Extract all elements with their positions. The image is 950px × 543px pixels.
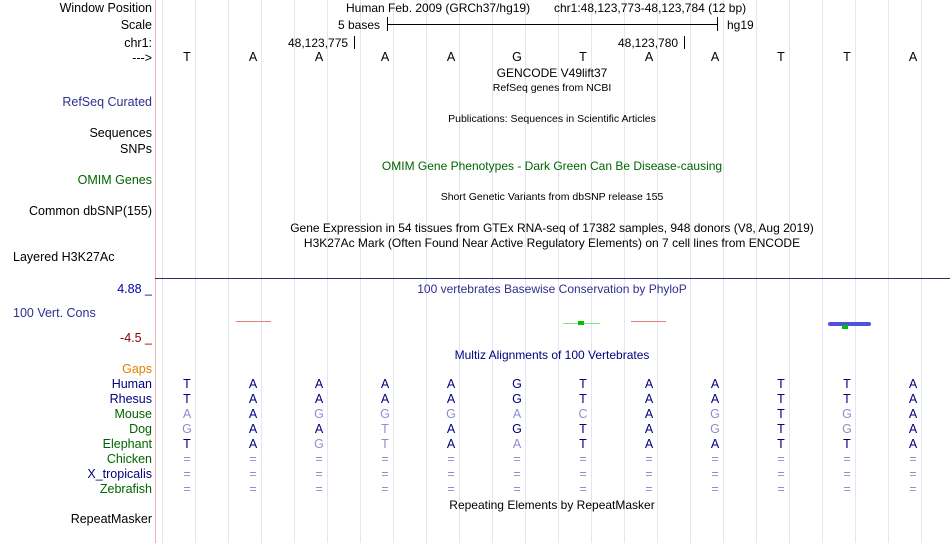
- grid-line: [162, 0, 163, 543]
- reference-base: T: [183, 50, 191, 64]
- alignment-base: T: [777, 422, 785, 436]
- refseq-track-label[interactable]: RefSeq Curated: [62, 95, 152, 109]
- alignment-base: =: [183, 467, 191, 481]
- alignment-base: A: [446, 392, 456, 406]
- alignment-base: G: [380, 407, 390, 421]
- alignment-base: =: [513, 482, 521, 496]
- alignment-base: =: [711, 452, 719, 466]
- alignment-base: =: [777, 452, 785, 466]
- grid-line: [888, 0, 889, 543]
- alignment-base: A: [248, 437, 258, 451]
- grid-line: [426, 0, 427, 543]
- alignment-base: =: [447, 452, 455, 466]
- repeatmasker-track-title[interactable]: Repeating Elements by RepeatMasker: [449, 498, 655, 512]
- alignment-base: T: [579, 437, 587, 451]
- alignment-base: T: [777, 437, 785, 451]
- assembly-title: Human Feb. 2009 (GRCh37/hg19): [346, 1, 531, 15]
- alignment-base: A: [248, 377, 258, 391]
- alignment-base: T: [381, 422, 389, 436]
- alignment-base: =: [447, 482, 455, 496]
- alignment-base: =: [777, 467, 785, 481]
- alignment-base: A: [908, 377, 918, 391]
- grid-line: [624, 0, 625, 543]
- alignment-base: A: [644, 407, 654, 421]
- alignment-base: A: [644, 437, 654, 451]
- alignment-base: =: [315, 452, 323, 466]
- scale-db: hg19: [727, 18, 754, 32]
- alignment-base: =: [381, 452, 389, 466]
- alignment-base: =: [645, 452, 653, 466]
- alignment-base: T: [579, 392, 587, 406]
- strand-label[interactable]: --->: [132, 51, 152, 65]
- species-label: X_tropicalis: [87, 467, 152, 481]
- coord-label-1: 48,123,775: [288, 36, 349, 50]
- species-label: Mouse: [114, 407, 152, 421]
- alignment-base: A: [314, 422, 324, 436]
- alignment-base: T: [843, 377, 851, 391]
- reference-base: A: [908, 50, 918, 64]
- alignment-base: G: [446, 407, 456, 421]
- alignment-base: =: [645, 482, 653, 496]
- alignment-base: G: [710, 407, 720, 421]
- alignment-base: =: [513, 452, 521, 466]
- refseq-track-title[interactable]: RefSeq genes from NCBI: [492, 82, 612, 94]
- alignment-base: G: [314, 407, 324, 421]
- alignment-base: =: [579, 467, 587, 481]
- alignment-base: =: [579, 482, 587, 496]
- h3k27ac-baseline: [155, 278, 950, 279]
- gaps-label[interactable]: Gaps: [122, 362, 152, 376]
- scale-label: Scale: [120, 18, 152, 32]
- alignment-base: G: [842, 407, 852, 421]
- alignment-base: =: [843, 452, 851, 466]
- reference-base: T: [777, 50, 785, 64]
- alignment-base: T: [381, 437, 389, 451]
- grid-line: [294, 0, 295, 543]
- cons-track-label[interactable]: 100 Vert. Cons: [13, 306, 96, 320]
- alignment-base: T: [183, 437, 191, 451]
- alignment-base: G: [512, 422, 522, 436]
- alignment-base: T: [579, 377, 587, 391]
- alignment-base: =: [843, 467, 851, 481]
- reference-base: A: [710, 50, 720, 64]
- alignment-base: =: [183, 482, 191, 496]
- alignment-base: =: [909, 482, 917, 496]
- alignment-base: T: [843, 437, 851, 451]
- grid-line: [756, 0, 757, 543]
- alignment-base: =: [711, 467, 719, 481]
- alignment-base: A: [380, 392, 390, 406]
- alignment-base: =: [909, 452, 917, 466]
- reference-base: A: [314, 50, 324, 64]
- cons-min-value: -4.5 _: [120, 331, 152, 345]
- grid-line: [228, 0, 229, 543]
- position-readout: chr1:48,123,773-48,123,784 (12 bp): [554, 1, 747, 15]
- gtex-track-title[interactable]: Gene Expression in 54 tissues from GTEx RNA-seq of 17382 samples, 948 donors (V8, Aug 2019): [290, 221, 814, 235]
- snps-group-label: SNPs: [120, 142, 152, 156]
- alignment-base: C: [578, 407, 588, 421]
- alignment-base: =: [315, 467, 323, 481]
- dbsnp-track-title[interactable]: Short Genetic Variants from dbSNP release 155: [440, 191, 664, 203]
- repeatmasker-track-label[interactable]: RepeatMasker: [70, 512, 152, 526]
- grid-line: [690, 0, 691, 543]
- alignment-base: =: [381, 467, 389, 481]
- grid-line: [360, 0, 361, 543]
- omim-track-label[interactable]: OMIM Genes: [77, 173, 152, 187]
- alignment-base: A: [908, 407, 918, 421]
- alignment-base: A: [248, 392, 258, 406]
- species-label: Dog: [129, 422, 152, 436]
- alignment-base: =: [249, 452, 257, 466]
- reference-base: T: [579, 50, 587, 64]
- window-position-label: Window Position: [59, 1, 152, 15]
- multiz-track-title[interactable]: Multiz Alignments of 100 Vertebrates: [454, 348, 650, 362]
- alignment-base: A: [248, 422, 258, 436]
- alignment-base: =: [315, 482, 323, 496]
- phylop-track-title[interactable]: 100 vertebrates Basewise Conservation by PhyloP: [417, 282, 687, 296]
- alignment-base: A: [908, 437, 918, 451]
- alignment-base: =: [183, 452, 191, 466]
- reference-base: T: [843, 50, 851, 64]
- species-label: Human: [111, 377, 152, 391]
- reference-base: G: [512, 50, 522, 64]
- alignment-base: A: [644, 377, 654, 391]
- alignment-base: A: [512, 437, 522, 451]
- alignment-base: A: [446, 422, 456, 436]
- alignment-base: A: [248, 407, 258, 421]
- species-label: Elephant: [102, 437, 152, 451]
- alignment-base: A: [380, 377, 390, 391]
- alignment-base: =: [249, 482, 257, 496]
- alignment-base: A: [182, 407, 192, 421]
- coord-tick-2: [684, 36, 685, 49]
- species-label: Zebrafish: [99, 482, 152, 496]
- alignment-base: =: [711, 482, 719, 496]
- alignment-base: T: [183, 392, 191, 406]
- alignment-base: =: [513, 467, 521, 481]
- alignment-base: =: [381, 482, 389, 496]
- alignment-base: T: [579, 422, 587, 436]
- alignment-base: A: [644, 392, 654, 406]
- grid-line: [822, 0, 823, 543]
- alignment-base: T: [777, 377, 785, 391]
- reference-base: A: [446, 50, 456, 64]
- alignment-base: G: [710, 422, 720, 436]
- alignment-base: T: [843, 392, 851, 406]
- reference-base: A: [644, 50, 654, 64]
- alignment-base: A: [446, 437, 456, 451]
- publications-track-title[interactable]: Publications: Sequences in Scientific Articles: [448, 113, 656, 125]
- alignment-base: =: [909, 467, 917, 481]
- omim-track-title[interactable]: OMIM Gene Phenotypes - Dark Green Can Be Disease-causing: [381, 159, 723, 173]
- chrom-label: chr1:: [124, 36, 152, 50]
- alignment-base: =: [249, 467, 257, 481]
- alignment-base: T: [777, 392, 785, 406]
- alignment-base: =: [777, 482, 785, 496]
- alignment-base: A: [314, 392, 324, 406]
- dbsnp-track-label[interactable]: Common dbSNP(155): [29, 204, 152, 218]
- h3k27ac-track-label[interactable]: Layered H3K27Ac: [13, 250, 115, 264]
- coord-tick-1: [354, 36, 355, 49]
- alignment-base: A: [908, 422, 918, 436]
- coord-label-2: 48,123,780: [618, 36, 679, 50]
- alignment-base: A: [314, 377, 324, 391]
- alignment-base: G: [512, 392, 522, 406]
- alignment-base: A: [644, 422, 654, 436]
- alignment-base: =: [579, 452, 587, 466]
- alignment-base: =: [645, 467, 653, 481]
- label-divider: [155, 0, 156, 543]
- species-label: Rhesus: [109, 392, 152, 406]
- alignment-base: A: [710, 392, 720, 406]
- alignment-base: G: [512, 377, 522, 391]
- alignment-base: A: [908, 392, 918, 406]
- h3k27ac-track-title[interactable]: H3K27Ac Mark (Often Found Near Active Regulatory Elements) on 7 cell lines from ENCODE: [303, 236, 801, 250]
- alignment-base: G: [182, 422, 192, 436]
- species-label: Chicken: [106, 452, 152, 466]
- reference-base: A: [380, 50, 390, 64]
- cons-max-value: 4.88 _: [117, 282, 152, 296]
- alignment-base: G: [314, 437, 324, 451]
- alignment-base: A: [710, 437, 720, 451]
- scale-text: 5 bases: [338, 18, 381, 32]
- sequences-track-label[interactable]: Sequences: [89, 126, 152, 140]
- alignment-base: =: [843, 482, 851, 496]
- alignment-base: =: [447, 467, 455, 481]
- alignment-base: A: [710, 377, 720, 391]
- alignment-base: G: [842, 422, 852, 436]
- alignment-base: A: [446, 377, 456, 391]
- alignment-base: A: [512, 407, 522, 421]
- gencode-track-title[interactable]: GENCODE V49lift37: [496, 66, 608, 80]
- alignment-base: T: [777, 407, 785, 421]
- alignment-base: T: [183, 377, 191, 391]
- reference-base: A: [248, 50, 258, 64]
